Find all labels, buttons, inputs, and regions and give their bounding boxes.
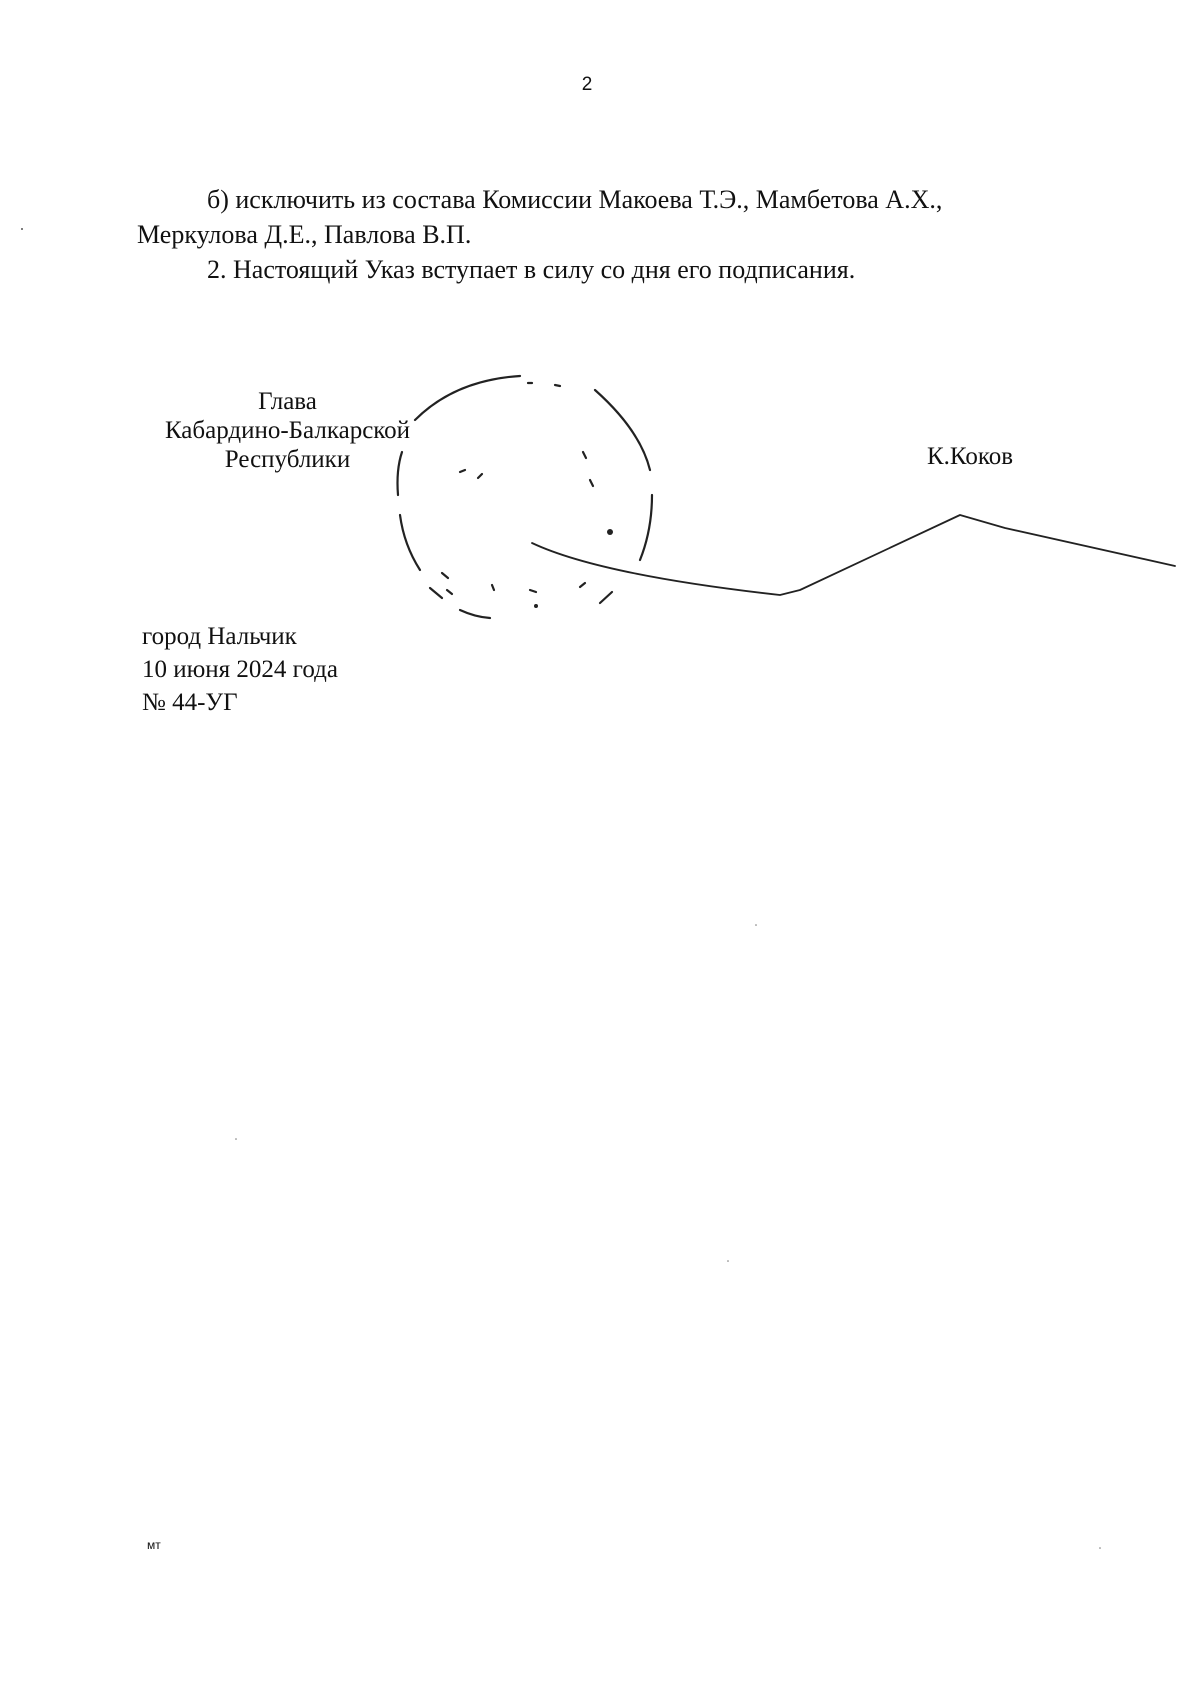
signer-name: К.Коков: [927, 443, 1014, 470]
scan-speck: [21, 228, 23, 230]
signer-title-line2: Кабардино-Балкарской: [164, 417, 411, 444]
page-number: 2: [581, 74, 593, 95]
decree-number: № 44-УГ: [142, 689, 238, 716]
scan-speck: [1099, 1547, 1101, 1549]
decree-date: 10 июня 2024 года: [142, 656, 338, 683]
handwritten-signature: [532, 515, 1175, 595]
place-date-block: [142, 620, 338, 719]
footer-mark: мт: [147, 1538, 161, 1552]
scan-speck: [235, 1138, 237, 1140]
stamp-dot: [607, 529, 613, 535]
stamp-dot: [534, 604, 538, 608]
document-body: [137, 182, 1037, 287]
city: город Нальчик: [142, 623, 297, 650]
official-stamp: [398, 376, 653, 618]
scan-speck: [755, 924, 757, 926]
paragraph-b-line2: Меркулова Д.Е., Павлова В.П.: [137, 220, 472, 249]
paragraph-2: 2. Настоящий Указ вступает в силу со дня его подписания.: [207, 255, 856, 284]
signer-title-line3: Республики: [224, 446, 351, 473]
signer-title: [145, 387, 430, 474]
paragraph-b-line1: б) исключить из состава Комиссии Макоева Т.Э., Мамбетова А.Х.,: [207, 185, 943, 214]
scan-speck: [727, 1260, 729, 1262]
signer-title-line1: Глава: [258, 388, 317, 415]
